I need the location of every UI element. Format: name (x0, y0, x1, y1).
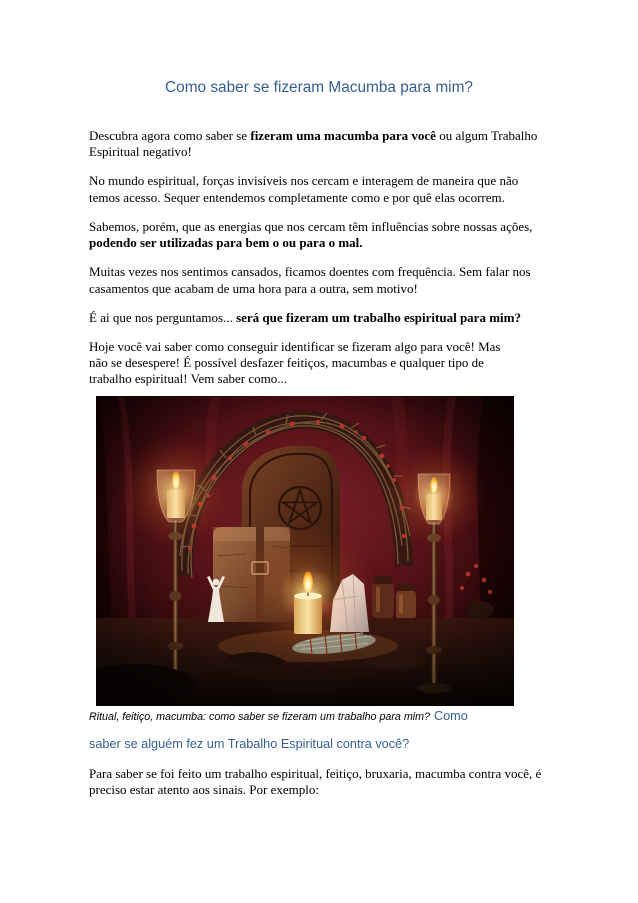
paragraph-today (89, 339, 559, 388)
paragraph-spiritual-world (89, 173, 559, 206)
text-line (89, 144, 559, 160)
paragraph-signs (89, 766, 559, 799)
text-line: casamentos que acabam de uma hora para a outra, sem motivo! (89, 280, 418, 296)
text-line-emphasis: podendo ser utilizadas para bem o ou para o mal. (89, 235, 363, 251)
text-line (89, 128, 559, 144)
text-line: Hoje você vai saber como conseguir identificar se fizeram algo para você! Mas (89, 338, 501, 354)
text-line: No mundo espiritual, forças invisíveis nos cercam e interagem de maneira que não (89, 173, 519, 189)
paragraph-question (89, 310, 559, 326)
figure-caption: Ritual, feitiço, macumba: como saber se fizeram um trabalho para mim? (89, 711, 430, 723)
text-line: não se desespere! É possível desfazer feitiços, macumbas e qualquer tipo de (89, 355, 484, 371)
intro-emphasis: fizeram uma macumba para você (250, 128, 436, 143)
intro-text: Descubra agora como saber se (89, 128, 251, 143)
text-line: trabalho espiritual! Vem saber como... (89, 371, 287, 387)
subheading-rest: saber se alguém fez um Trabalho Espiritual contra você? (89, 737, 410, 751)
text-line (89, 310, 559, 326)
text-line: preciso estar atento aos sinais. Por exemplo: (89, 782, 319, 798)
intro-text: Espiritual negativo! (89, 144, 192, 160)
text-line: Para saber se foi feito um trabalho espiritual, feitiço, bruxaria, macumba contra você, é (89, 766, 542, 781)
question-lead: É ai que nos perguntamos... (89, 309, 237, 325)
paragraph-energies (89, 219, 559, 252)
subheading-start: Como (433, 709, 468, 723)
figure-caption-row (89, 707, 468, 726)
text-line: temos acesso. Sequer entendemos completamente como e por quê elas ocorrem. (89, 189, 505, 205)
text-line: Sabemos, porém, que as energias que nos cercam têm influências sobre nossas ações, (89, 218, 533, 234)
paragraph-intro (89, 128, 559, 161)
text-line: Muitas vezes nos sentimos cansados, ficamos doentes com frequência. Sem falar nos (89, 264, 531, 280)
paragraph-symptoms (89, 264, 559, 297)
page-title: Como saber se fizeram Macumba para mim? (165, 79, 473, 96)
intro-text: ou algum Trabalho (435, 128, 538, 143)
article-body (89, 128, 559, 400)
ritual-photo (96, 396, 514, 706)
question-emphasis: será que fizeram um trabalho espiritual para mim? (236, 309, 521, 325)
photo-vignette (96, 396, 514, 706)
